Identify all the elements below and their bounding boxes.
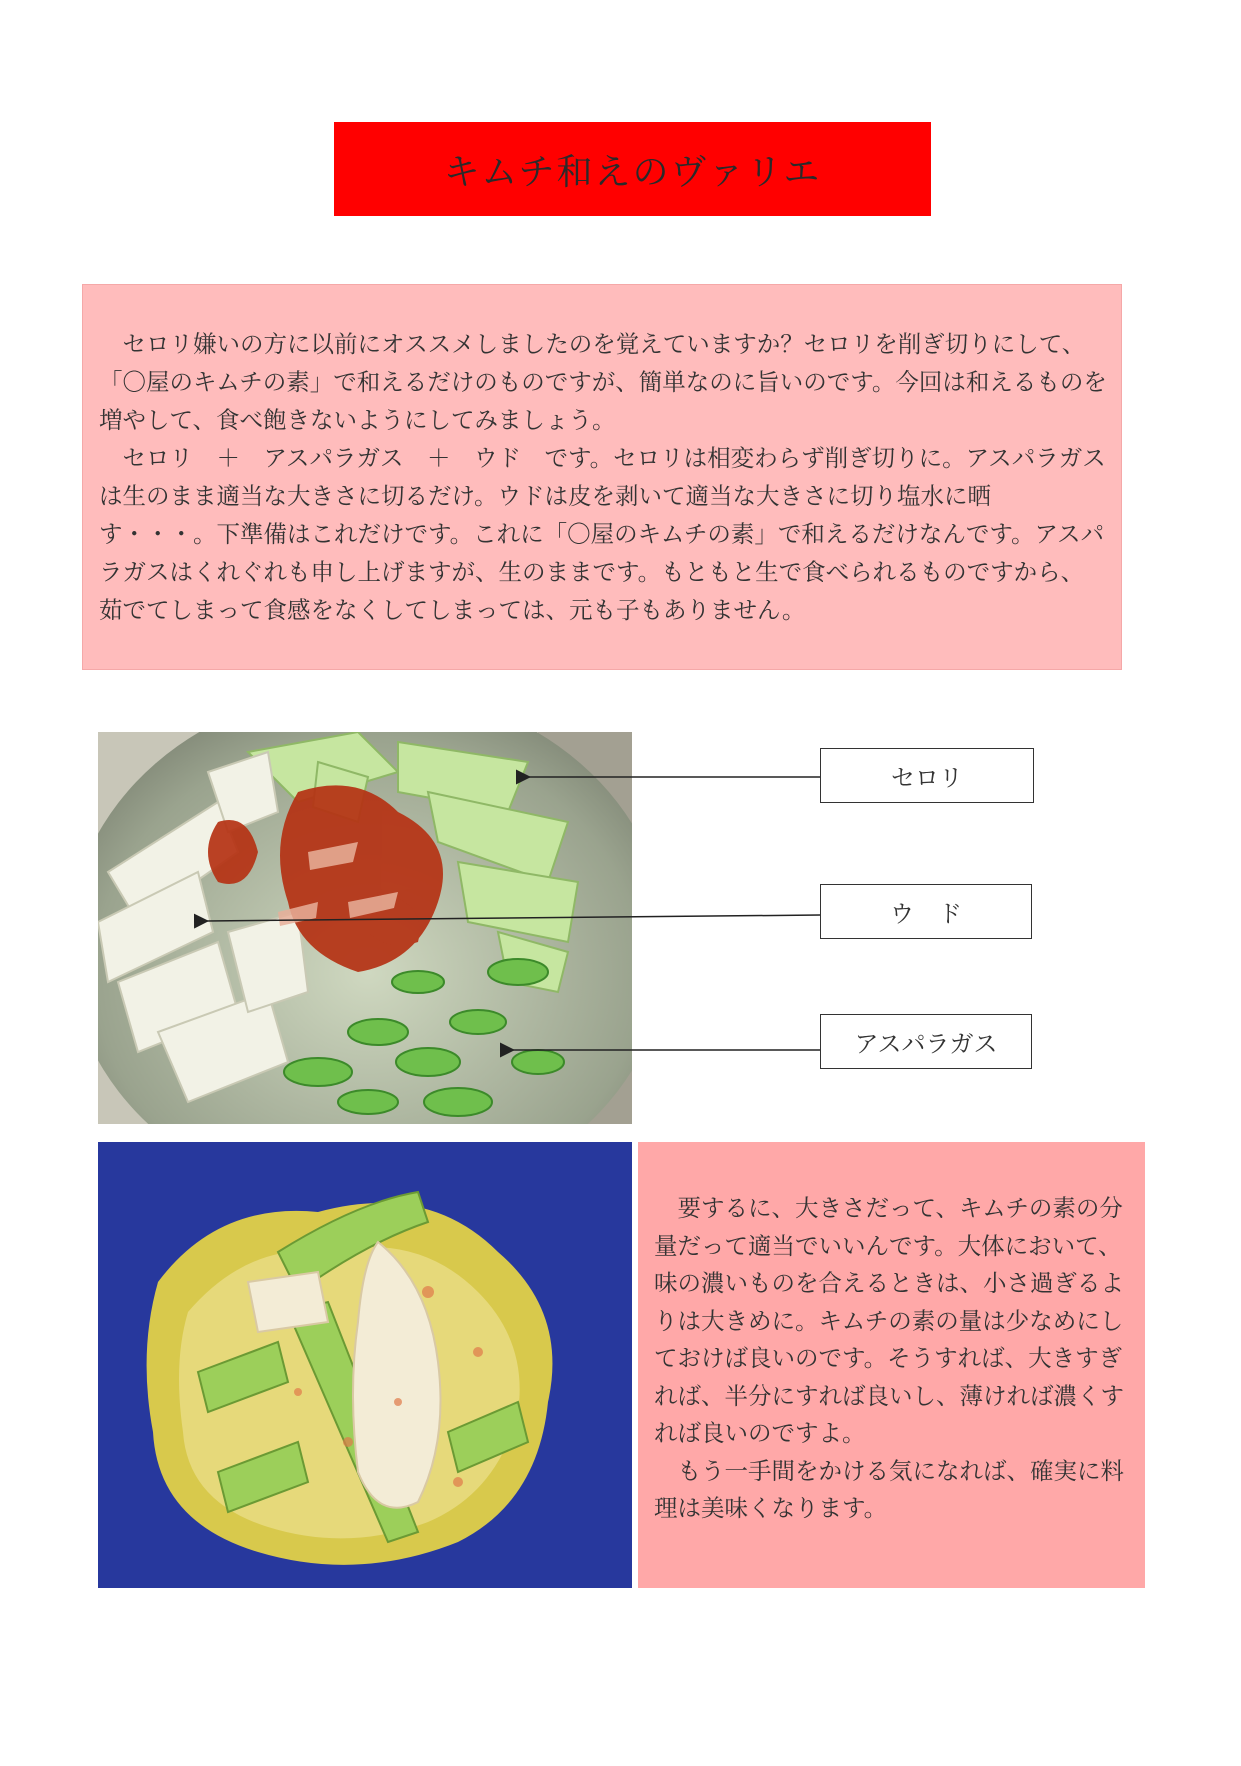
label-asparagus (820, 1014, 1032, 1069)
intro-paragraph-2: セロリ ＋ アスパラガス ＋ ウド です。セロリは相変わらず削ぎ切りに。アスパラガスは生のまま適当な大きさに切るだけ。ウドは皮を剥いて適当な大きさに切り塩水に晒す・・・。下準備はこれだけです。これに「〇屋のキムチの素」で和えるだけなんです。アスパラガスはくれぐれも申し上げますが、生のままです。もともと生で食べられるものですから、茹でてしまって食感をなくしてしまっては、元も子もありません。 (99, 444, 1106, 624)
label-udo (820, 884, 1032, 939)
intro-paragraph-1: セロリ嫌いの方に以前にオススメしましたのを覚えていますか？セロリを削ぎ切りにして、「〇屋のキムチの素」で和えるだけのものですが、簡単なのに旨いのです。今回は和えるものを増やして、食べ飽きないようにしてみましょう。 (99, 330, 1107, 434)
tips-paragraph-1: 要するに、大きさだって、キムチの素の分量だって適当でいいんです。大体において、味の濃いものを合えるときは、小さ過ぎるよりは大きめに。キムチの素の量は少なめにしておけば良いのです。そうすれば、大きすぎれば、半分にすれば良いし、薄ければ濃くすれば良いのですよ。 (654, 1194, 1124, 1447)
label-celery (820, 748, 1034, 803)
ingredients-photo (98, 732, 632, 1124)
finished-dish-photo (98, 1142, 632, 1588)
label-celery-text: セロリ (891, 764, 963, 792)
tips-paragraph-2: もう一手間をかける気になれば、確実に料理は美味くなります。 (654, 1456, 1124, 1522)
page-title: キムチ和えのヴァリエ (443, 151, 822, 193)
tips-text-box (638, 1142, 1145, 1588)
label-asparagus-text: アスパラガス (854, 1030, 998, 1058)
label-udo-text: ウ ド (890, 900, 962, 928)
intro-text-box (82, 284, 1122, 670)
title-banner (334, 122, 931, 216)
